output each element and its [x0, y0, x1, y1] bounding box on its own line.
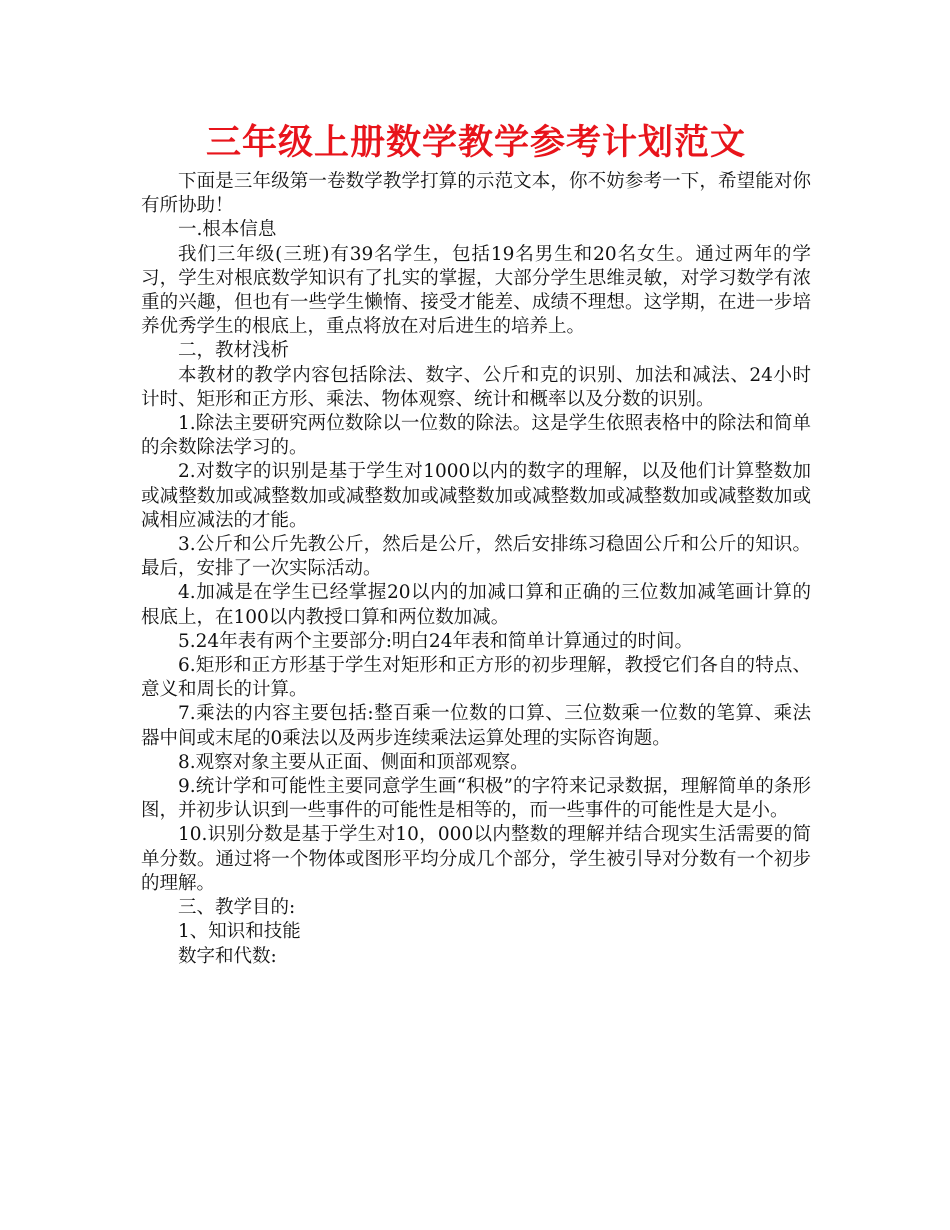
document-page: [141, 118, 811, 969]
list-item-rectangles: 6.矩形和正方形基于学生对矩形和正方形的初步理解，教授它们各自的特点、意义和周长的计算。: [141, 655, 811, 701]
subheading-knowledge-skills: 1、知识和技能: [178, 921, 301, 943]
list-item-division: 1.除法主要研究两位数除以一位数的除法。这是学生依照表格中的除法和简单的余数除法学习的。: [141, 413, 811, 459]
list-item-fractions: 10.识别分数是基于学生对10，000以内整数的理解并结合现实生活需要的简单分数。通过将一个物体或图形平均分成几个部分，学生被引导对分数有一个初步的理解。: [141, 824, 811, 894]
document-body: [141, 170, 811, 969]
list-item-statistics: 9.统计学和可能性主要同意学生画“积极”的字符来记录数据，理解简单的条形图，并初步认识到一些事件的可能性是相等的，而一些事件的可能性是大是小。: [141, 776, 811, 822]
section-heading-basic-info: 一.根本信息: [178, 219, 277, 241]
paragraph-basic-info: 我们三年级(三班)有39名学生，包括19名男生和20名女生。通过两年的学习，学生对根底数学知识有了扎实的掌握，大部分学生思维灵敏，对学习数学有浓重的兴趣，但也有一些学生懒惰、接受才能差、成绩不理想。这学期，在进一步培养优秀学生的根底上，重点将放在对后进生的培养上。: [141, 243, 811, 338]
list-item-24-hour: 5.24年表有两个主要部分:明白24年表和简单计算通过的时间。: [178, 630, 693, 652]
section-heading-textbook-analysis: 二，教材浅析: [178, 340, 290, 362]
paragraph-textbook-overview: 本教材的教学内容包括除法、数字、公斤和克的识别、加法和减法、24小时计时、矩形和正方形、乘法、物体观察、统计和概率以及分数的识别。: [141, 364, 811, 410]
list-item-addition-subtraction: 4.加减是在学生已经掌握20以内的加减口算和正确的三位数加减笔画计算的根底上，在100以内教授口算和两位数加减。: [141, 582, 811, 628]
document-title: 三年级上册数学教学参考计划范文: [205, 123, 746, 163]
list-item-kilograms: 3.公斤和公斤先教公斤，然后是公斤，然后安排练习稳固公斤和公斤的知识。最后，安排了一次实际活动。: [141, 534, 811, 580]
section-heading-teaching-goals: 三、教学目的:: [178, 897, 296, 919]
subheading-numbers-algebra: 数字和代数:: [178, 945, 277, 967]
list-item-observation: 8.观察对象主要从正面、侧面和顶部观察。: [178, 751, 529, 773]
list-item-numbers: 2.对数字的识别是基于学生对1000以内的数字的理解，以及他们计算整数加或减整数加或减整数加或减整数加或减整数加或减整数加或减整数加或减整数加或减相应减法的才能。: [141, 461, 811, 531]
list-item-multiplication: 7.乘法的内容主要包括:整百乘一位数的口算、三位数乘一位数的笔算、乘法器中间或末尾的0乘法以及两步连续乘法运算处理的实际咨询题。: [141, 703, 811, 749]
paragraph-intro: 下面是三年级第一卷数学教学打算的示范文本，你不妨参考一下，希望能对你有所协助！: [141, 171, 811, 217]
